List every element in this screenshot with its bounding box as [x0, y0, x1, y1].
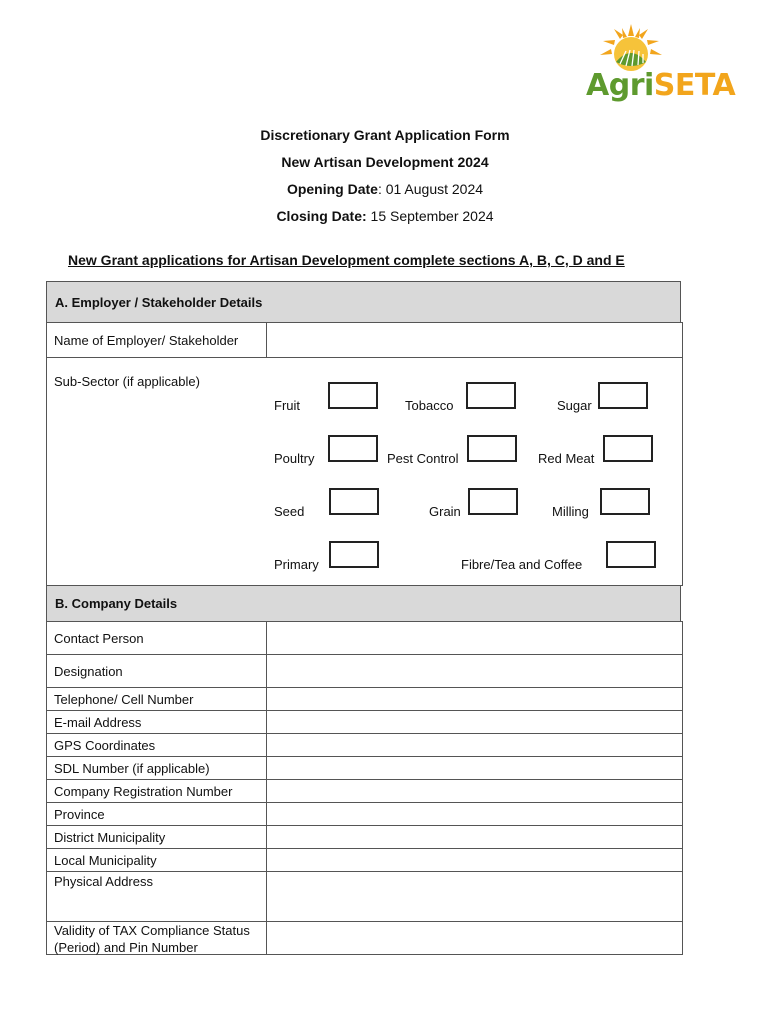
physical-address-field[interactable]	[266, 871, 683, 922]
employer-name-field[interactable]	[266, 322, 683, 358]
option-seed-label: Seed	[274, 504, 305, 519]
form-subtitle: New Artisan Development 2024	[281, 154, 489, 170]
sugar-checkbox[interactable]	[598, 382, 648, 409]
company-registration-field[interactable]	[266, 779, 683, 803]
option-sugar-label: Sugar	[557, 398, 592, 413]
pest-control-checkbox[interactable]	[467, 435, 517, 462]
telephone-label: Telephone/ Cell Number	[46, 687, 267, 711]
gps-field[interactable]	[266, 733, 683, 757]
option-red-meat-label: Red Meat	[538, 451, 595, 466]
logo-text-agri: Agri	[586, 68, 654, 103]
telephone-field[interactable]	[266, 687, 683, 711]
option-milling-label: Milling	[552, 504, 589, 519]
subsector-panel	[46, 357, 683, 586]
option-tobacco-label: Tobacco	[405, 398, 454, 413]
opening-date-value: : 01 August 2024	[377, 181, 484, 197]
milling-checkbox[interactable]	[600, 488, 650, 515]
sun-field-icon	[596, 24, 666, 72]
closing-date-label: Closing Date:	[276, 208, 367, 224]
local-municipality-label: Local Municipality	[46, 848, 267, 872]
designation-label: Designation	[46, 654, 267, 688]
email-field[interactable]	[266, 710, 683, 734]
poultry-checkbox[interactable]	[328, 435, 378, 462]
closing-date	[0, 208, 770, 224]
option-poultry-label: Poultry	[274, 451, 315, 466]
local-municipality-field[interactable]	[266, 848, 683, 872]
instruction-text: New Grant applications for Artisan Development complete sections A, B, C, D and E	[68, 252, 625, 268]
province-field[interactable]	[266, 802, 683, 826]
red-meat-checkbox[interactable]	[603, 435, 653, 462]
contact-person-field[interactable]	[266, 621, 683, 655]
option-fruit-label: Fruit	[274, 398, 300, 413]
physical-address-label: Physical Address	[46, 871, 267, 922]
company-registration-label: Company Registration Number	[46, 779, 267, 803]
district-municipality-label: District Municipality	[46, 825, 267, 849]
designation-field[interactable]	[266, 654, 683, 688]
fruit-checkbox[interactable]	[328, 382, 378, 409]
option-pest-control-label: Pest Control	[387, 451, 459, 466]
opening-date	[0, 181, 770, 197]
agriseta-logo	[582, 24, 742, 110]
opening-date-label: Opening Date	[286, 181, 378, 197]
logo-text-seta: SETA	[653, 68, 736, 103]
employer-name-label: Name of Employer/ Stakeholder	[46, 322, 267, 358]
sdl-number-field[interactable]	[266, 756, 683, 780]
section-a-heading: A. Employer / Stakeholder Details	[46, 281, 681, 323]
grain-checkbox[interactable]	[468, 488, 518, 515]
form-title: Discretionary Grant Application Form	[260, 127, 510, 143]
option-primary-label: Primary	[274, 557, 319, 572]
seed-checkbox[interactable]	[329, 488, 379, 515]
fibre-checkbox[interactable]	[606, 541, 656, 568]
tax-compliance-label: Validity of TAX Compliance Status (Period) and Pin Number	[46, 921, 267, 955]
tax-compliance-field[interactable]	[266, 921, 683, 955]
contact-person-label: Contact Person	[46, 621, 267, 655]
tobacco-checkbox[interactable]	[466, 382, 516, 409]
gps-label: GPS Coordinates	[46, 733, 267, 757]
closing-date-value: 15 September 2024	[366, 208, 494, 224]
sdl-number-label: SDL Number (if applicable)	[46, 756, 267, 780]
email-label: E-mail Address	[46, 710, 267, 734]
logo-wordmark	[586, 68, 735, 103]
option-fibre-label: Fibre/Tea and Coffee	[461, 557, 583, 572]
district-municipality-field[interactable]	[266, 825, 683, 849]
subsector-label: Sub-Sector (if applicable)	[54, 374, 200, 389]
province-label: Province	[46, 802, 267, 826]
section-b-heading: B. Company Details	[46, 585, 681, 622]
option-grain-label: Grain	[429, 504, 461, 519]
primary-checkbox[interactable]	[329, 541, 379, 568]
